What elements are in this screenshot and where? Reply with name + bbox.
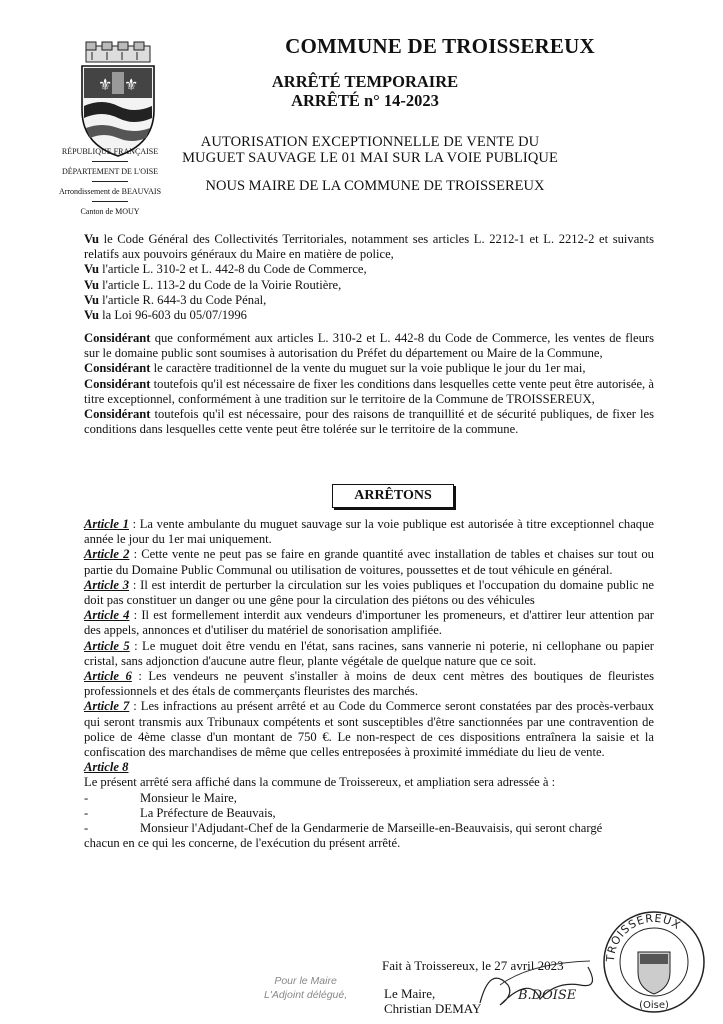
recipient-list [84,791,654,837]
object-line-2: MUGUET SAUVAGE LE 01 MAI SUR LA VOIE PUBLIQUE [182,150,558,166]
visa-item: Vu le Code Général des Collectivités Territoriales, notamment ses articles L. 2212-1 et L. 2212-2 et suivants relatifs aux pouvoirs généraux du Maire en matière de police, [84,232,654,262]
departement-label: DÉPARTEMENT DE L'OISE [61,167,159,176]
article-7: Article 7 : Les infractions au présent arrêté et au Code du Commerce seront constatées par des procès-verbaux qui seront transmis aux Tribunaux compétents et sont susceptibles d'être sanctionnées par une contravention de police de 4ème classe d'un montant de 750 €. Le non-respect de ces dispositions entraînera la saisie et la confiscation des marchandises de même que celles entreposées à proximité immédiate du lieu de vente. [84,699,654,760]
mayor-signature-block [384,986,481,1016]
municipal-seal-icon [600,908,708,1016]
handwritten-signature-icon [470,955,620,1017]
list-item: - La Préfecture de Beauvais, [84,805,276,820]
republique-label: RÉPUBLIQUE FRANÇAISE [61,147,159,156]
article-6: Article 6 : Les vendeurs ne peuvent s'installer à moins de deux cent mètres des boutiques de fleuristes professionnels et des étals de commerçants fleuristes des marchés. [84,669,654,699]
deputy-stamp: Pour le Maire L'Adjoint délégué, [264,975,348,1001]
divider [92,161,128,162]
article-8: Article 8 Le présent arrêté sera affiché dans la commune de Troissereux, et ampliation sera adressée à : - Monsieur le Maire, - La Préfecture de Beauvais, - Monsieur l'Adjudant-Chef de la Gendarmerie de Marseille-en-Beauvaisis, qui seront chargé chacun en ce qui les concerne, de l'exécution du présent arrêté. [84,760,654,851]
divider [92,201,128,202]
arrete-heading [200,72,530,110]
svg-text:(Oise): (Oise) [639,1000,669,1011]
article-5: Article 5 : Le muguet doit être vendu en l'état, sans racines, sans vannerie ni poterie, ni cellophane ou papier cristal, sans adjonction d'aucune autre fleur, plante végétale de quelque nature que ce soit. [84,638,654,668]
arrete-type: ARRÊTÉ TEMPORAIRE [271,72,459,91]
visa-item: Vu l'article R. 644-3 du Code Pénal, [84,292,267,307]
article-8-intro: Le présent arrêté sera affiché dans la commune de Troissereux, et ampliation sera adressée à : [84,775,556,790]
coat-of-arms-icon [72,40,164,160]
svg-text:⚜: ⚜ [124,75,139,94]
articles-section [84,517,654,851]
article-1: Article 1 : La vente ambulante du muguet sauvage sur la voie publique est autorisée à titre exceptionnel chaque année le jour du 1er mai uniquement. [84,517,654,547]
article-3: Article 3 : Il est interdit de perturber la circulation sur les voies publiques et l'occupation du domaine public ne doit pas constituer un danger ou une gêne pour la circulation des piétons ou des véhicules [84,577,654,608]
article-8-closing: chacun en ce qui les concerne, de l'exécution du présent arrêté. [84,836,401,851]
mayor-role: Le Maire, [384,986,436,1001]
visa-item: Vu l'article L. 113-2 du Code de la Voirie Routière, [84,277,342,292]
fait-a-line: Fait à Troissereux, le 27 avril 2023 [382,958,564,973]
mayor-name: Christian DEMAY [384,1001,482,1016]
svg-text:⚜: ⚜ [98,75,113,94]
visas-section [84,232,654,323]
article-2: Article 2 : Cette vente ne peut pas se faire en grande quantité avec installation de tables et chaises sur tout ou partie du Domaine Public Communal ou utilisation de voitures, poussettes et de tout véhicule en général. [84,547,654,577]
visa-item: Vu l'article L. 310-2 et L. 442-8 du Code de Commerce, [84,262,367,277]
divider [92,181,128,182]
arrete-number: ARRÊTÉ n° 14-2023 [291,91,439,110]
commune-title: COMMUNE DE TROISSEREUX [285,34,595,58]
nous-maire-line: NOUS MAIRE DE LA COMMUNE DE TROISSEREUX [205,178,545,194]
considerant-item: Considérant toutefois qu'il est nécessaire de fixer les conditions dans lesquelles cette vente peut être autorisée, à titre exceptionnel, conformément à une tradition sur le territoire de la Commune de TROISSEREUX, [84,376,654,406]
arretons-heading: ARRÊTONS [332,484,454,508]
considerant-item: Considérant que conformément aux articles L. 310-2 et L. 442-8 du Code de Commerce, les ventes de fleurs sur le domaine public sont soumises à autorisation du Préfet du département ou Maire de la Commune, [84,331,654,361]
object-line-1: AUTORISATION EXCEPTIONNELLE DE VENTE DU [200,134,540,150]
canton-label: Canton de MOUY [80,207,140,216]
administrative-info [30,148,190,221]
considerant-item: Considérant toutefois qu'il est nécessaire, pour des raisons de tranquillité et de sécurité publiques, de fixer les conditions dans lesquelles cette vente peut être tolérée sur le territoire de la commune. [84,407,654,437]
list-item: - Monsieur le Maire, [84,790,237,805]
svg-text:TROISSEREUX: TROISSEREUX [603,911,684,963]
article-4: Article 4 : Il est formellement interdit aux vendeurs d'importuner les promeneurs, et d'attirer leur attention par des appels, annonces et d'utiliser du matériel de sonorisation amplifiée. [84,608,654,638]
arrete-object [175,134,565,166]
list-item: - Monsieur l'Adjudant-Chef de la Gendarmerie de Marseille-en-Beauvaisis, qui seront chargé [84,821,603,836]
arrondissement-label: Arrondissement de BEAUVAIS [58,187,162,196]
svg-text:B.DOISE: B.DOISE [518,988,577,1003]
considerant-item: Considérant le caractère traditionnel de la vente du muguet sur la voie publique le jour du 1er mai, [84,361,586,376]
considerants-section [84,331,654,437]
visa-item: Vu la Loi 96-603 du 05/07/1996 [84,308,247,323]
